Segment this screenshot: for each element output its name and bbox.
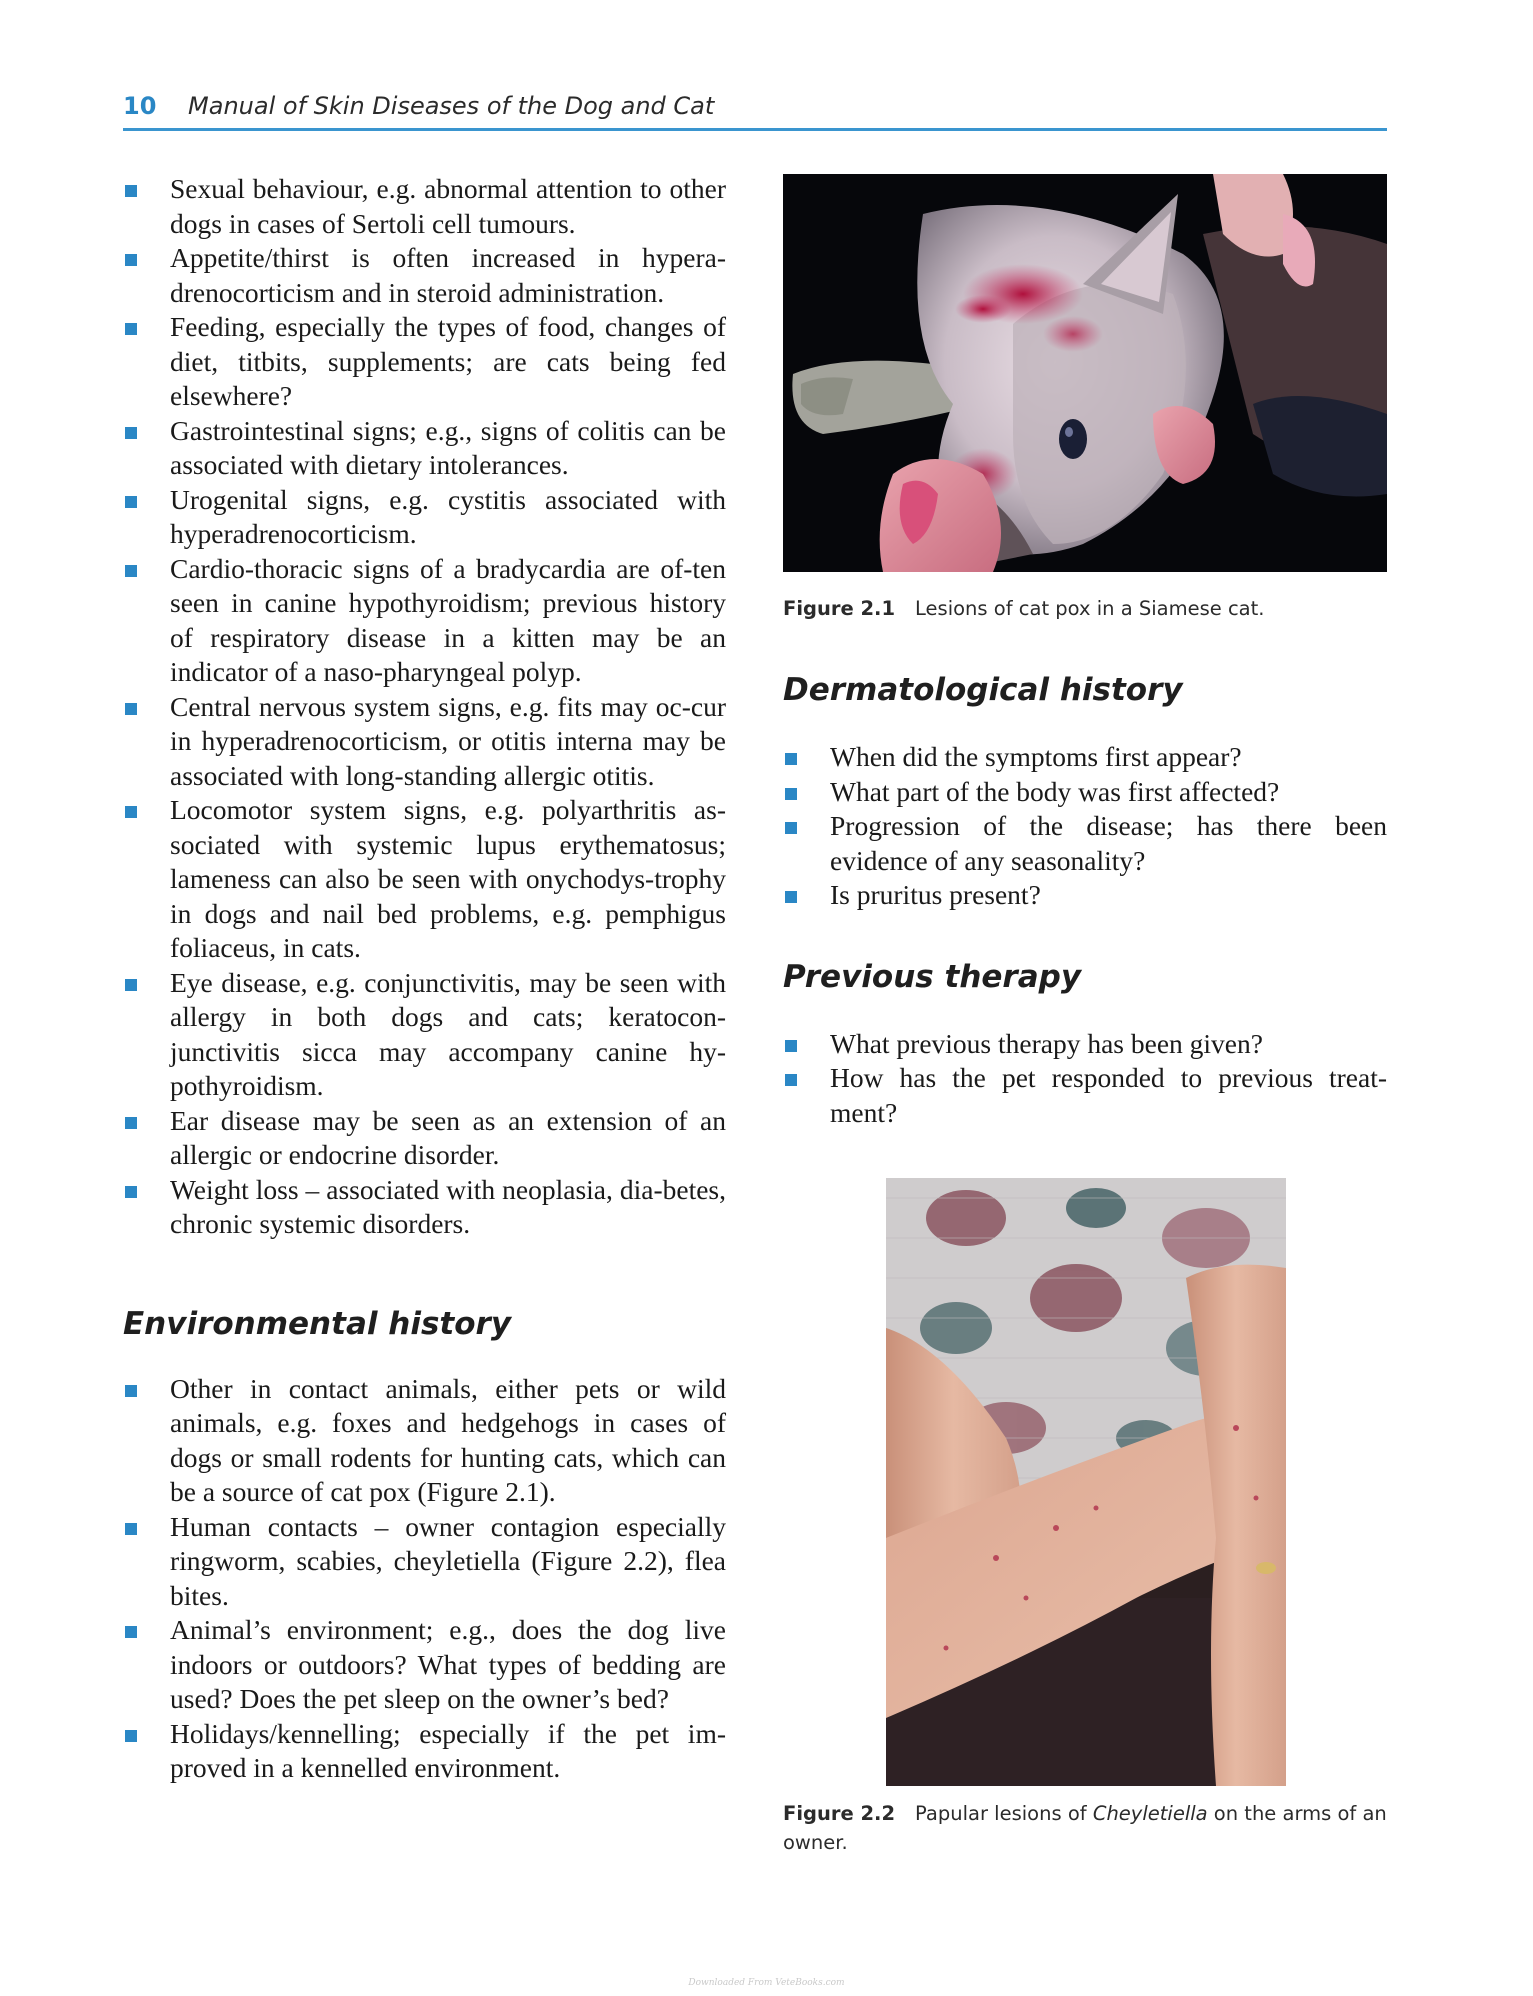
bullet-square-icon [125, 979, 137, 991]
bullet-square-icon [125, 254, 137, 266]
previous-therapy-heading: Previous therapy [783, 958, 1082, 995]
download-watermark: Downloaded From VeteBooks.com [688, 1978, 845, 1988]
list-item: Human contacts – owner contagion especially ringworm, scabies, cheyletiella (Figure 2.2), flea bites. [123, 1510, 726, 1614]
bullet-square-icon [785, 1074, 797, 1086]
figure-2-2-label: Figure 2.2 [783, 1802, 896, 1825]
left-column [123, 172, 726, 1786]
bullet-square-icon [125, 806, 137, 818]
figure-2-1-cat-photo [783, 174, 1387, 572]
header-rule [123, 128, 1387, 131]
bullet-square-icon [125, 565, 137, 577]
bullet-square-icon [125, 185, 137, 197]
list-item: Progression of the disease; has there been evidence of any seasonality? [783, 809, 1387, 878]
bullet-square-icon [785, 1040, 797, 1052]
species-name: Cheyletiella [1092, 1802, 1208, 1825]
bullet-square-icon [125, 1523, 137, 1535]
list-item: Appetite/thirst is often increased in hypera-drenocorticism and in steroid administration. [123, 241, 726, 310]
bullet-square-icon [785, 822, 797, 834]
list-item: Sexual behaviour, e.g. abnormal attention to other dogs in cases of Sertoli cell tumours. [123, 172, 726, 241]
right-column-text [783, 670, 1387, 1130]
history-bullet-list [123, 172, 726, 1242]
figure-2-2-arm-photo [886, 1178, 1286, 1786]
list-item: Gastrointestinal signs; e.g., signs of colitis can be associated with dietary intolerances. [123, 414, 726, 483]
list-item: When did the symptoms first appear? [783, 740, 1387, 775]
bullet-square-icon [785, 753, 797, 765]
figure-2-2-caption: Figure 2.2 Papular lesions of Cheyletiella on the arms of an owner. [783, 1802, 1387, 1854]
list-item: Weight loss – associated with neoplasia, dia-betes, chronic systemic disorders. [123, 1173, 726, 1242]
figure-2-1-caption-text: Lesions of cat pox in a Siamese cat. [915, 597, 1265, 620]
page-number: 10 [123, 92, 157, 120]
list-item: What previous therapy has been given? [783, 1027, 1387, 1062]
bullet-square-icon [125, 1385, 137, 1397]
list-item: Animal’s environment; e.g., does the dog live indoors or outdoors? What types of bedding are used? Does the pet sleep on the owner’s bed? [123, 1613, 726, 1717]
bullet-square-icon [125, 323, 137, 335]
book-title: Manual of Skin Diseases of the Dog and Cat [188, 92, 715, 120]
figure-2-1-caption [783, 594, 1387, 623]
bullet-square-icon [125, 1186, 137, 1198]
list-item: Eye disease, e.g. conjunctivitis, may be seen with allergy in both dogs and cats; keratocon-junctivitis sicca may accompany canine hy-pothyroidism. [123, 966, 726, 1104]
bullet-square-icon [125, 427, 137, 439]
running-head [123, 92, 1387, 120]
list-item: Holidays/kennelling; especially if the pet im-proved in a kennelled environment. [123, 1717, 726, 1786]
list-item: Is pruritus present? [783, 878, 1387, 913]
list-item: Cardio-thoracic signs of a bradycardia are of-ten seen in canine hypothyroidism; previous history of respiratory disease in a kitten may be an indicator of a naso-pharyngeal polyp. [123, 552, 726, 690]
list-item: Other in contact animals, either pets or wild animals, e.g. foxes and hedgehogs in cases of dogs or small rodents for hunting cats, which can be a source of cat pox (Figure 2.1). [123, 1372, 726, 1510]
bullet-square-icon [125, 1626, 137, 1638]
figure-2-1-label: Figure 2.1 [783, 597, 896, 620]
previous-therapy-bullet-list [783, 1027, 1387, 1131]
list-item: Urogenital signs, e.g. cystitis associated with hyperadrenocorticism. [123, 483, 726, 552]
list-item: Locomotor system signs, e.g. polyarthritis as-sociated with systemic lupus erythematosus; lameness can also be seen with onychodys-trophy in dogs and nail bed problems, e.g. pemphigus foliaceus, in cats. [123, 793, 726, 966]
dermatological-bullet-list [783, 740, 1387, 913]
bullet-square-icon [785, 891, 797, 903]
bullet-square-icon [125, 703, 137, 715]
list-item: Central nervous system signs, e.g. fits may oc-cur in hyperadrenocorticism, or otitis interna may be associated with long-standing allergic otitis. [123, 690, 726, 794]
environmental-bullet-list [123, 1372, 726, 1786]
bullet-square-icon [785, 788, 797, 800]
list-item: Ear disease may be seen as an extension of an allergic or endocrine disorder. [123, 1104, 726, 1173]
bullet-square-icon [125, 1730, 137, 1742]
list-item: Feeding, especially the types of food, changes of diet, titbits, supplements; are cats being fed elsewhere? [123, 310, 726, 414]
bullet-square-icon [125, 496, 137, 508]
environmental-history-heading: Environmental history [123, 1305, 512, 1342]
list-item: What part of the body was first affected? [783, 775, 1387, 810]
dermatological-history-heading: Dermatological history [783, 672, 1183, 708]
list-item: How has the pet responded to previous treat-ment? [783, 1061, 1387, 1130]
bullet-square-icon [125, 1117, 137, 1129]
